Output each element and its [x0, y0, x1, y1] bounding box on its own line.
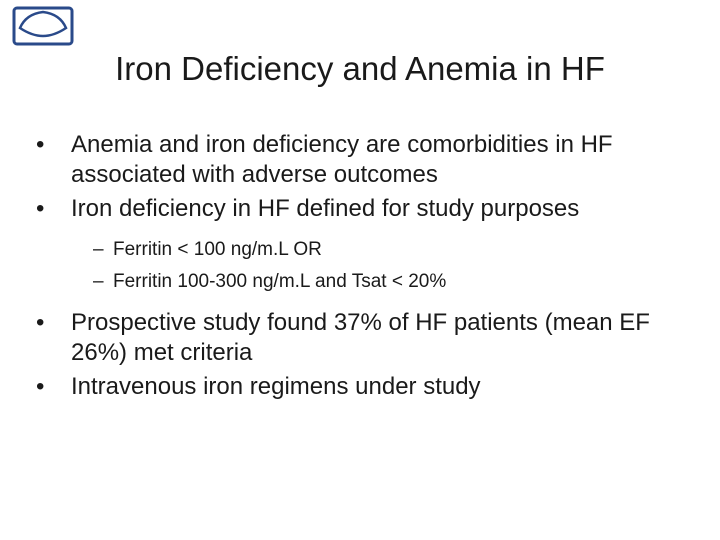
- sub-bullet-marker: –: [93, 271, 104, 292]
- bullet-marker: •: [36, 309, 45, 336]
- bullet-item: [36, 130, 696, 190]
- bullet-text: Intravenous iron regimens under study: [71, 373, 481, 400]
- eye-shield-icon: [12, 6, 76, 46]
- bullet-marker: •: [36, 195, 45, 222]
- bullet-item: [36, 308, 696, 368]
- sub-bullet-item: [93, 234, 696, 266]
- bullet-text: Anemia and iron deficiency are comorbidities in HF associated with adverse outcomes: [71, 131, 613, 188]
- slide-title: Iron Deficiency and Anemia in HF: [115, 50, 605, 87]
- bullet-text: Prospective study found 37% of HF patients (mean EF 26%) met criteria: [71, 309, 650, 366]
- bullet-item: [36, 372, 696, 402]
- sub-bullet-text: Ferritin < 100 ng/m.L OR: [113, 239, 322, 260]
- bullet-list: [36, 130, 696, 402]
- sub-bullet-text: Ferritin 100-300 ng/m.L and Tsat < 20%: [113, 271, 447, 292]
- bullet-text: Iron deficiency in HF defined for study purposes: [71, 195, 580, 222]
- sub-bullet-marker: –: [93, 239, 104, 260]
- bullet-marker: •: [36, 131, 45, 158]
- sub-bullet-item: [93, 266, 696, 298]
- sub-bullet-list: [93, 234, 696, 298]
- bullet-marker: •: [36, 373, 45, 400]
- bullet-item: [36, 194, 696, 224]
